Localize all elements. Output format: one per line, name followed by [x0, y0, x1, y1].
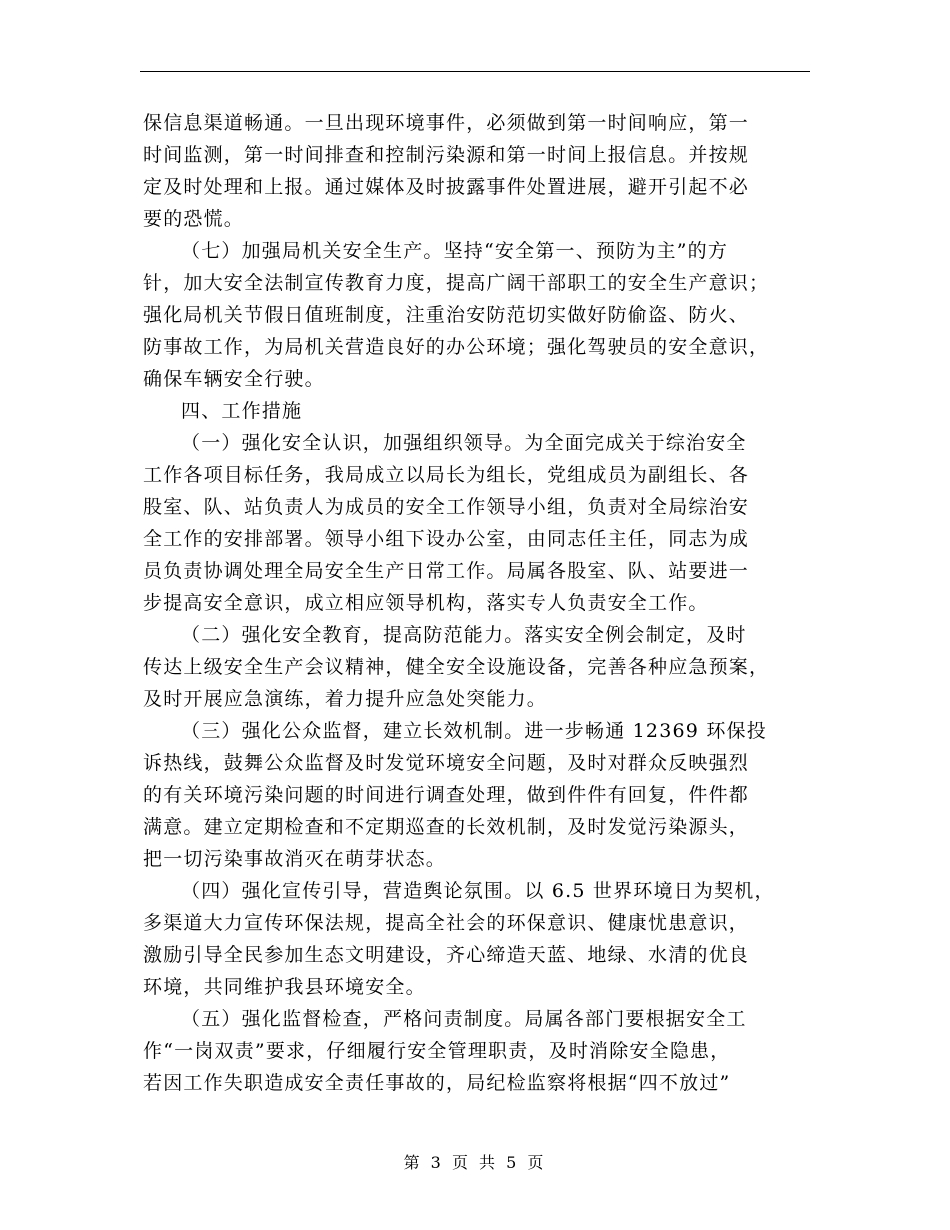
paragraph: [143, 427, 813, 619]
paragraph-line: 强化局机关节假日值班制度，注重治安防范切实做好防偷盗、防火、: [143, 304, 750, 326]
paragraph-line: 四、工作措施: [181, 400, 303, 422]
paragraph-line: 满意。建立定期检查和不定期巡查的长效机制，及时发觉污染源头，: [143, 816, 750, 838]
paragraph-line: （一）强化安全认识，加强组织领导。为全面完成关于综治安全: [181, 432, 747, 454]
paragraph-line: 环境，共同维护我县环境安全。: [143, 976, 426, 998]
paragraph-line: 传达上级安全生产会议精神，健全安全设施设备，完善各种应急预案，: [143, 656, 770, 678]
paragraph-line: 作“一岗双责”要求，仔细履行安全管理职责，及时消除安全隐患，: [143, 1040, 731, 1062]
paragraph-line: 时间监测，第一时间排查和控制污染源和第一时间上报信息。并按规: [143, 144, 750, 166]
paragraph-line: 及时开展应急演练，着力提升应急处突能力。: [143, 688, 548, 710]
paragraph-line: （四）强化宣传引导，营造舆论氛围。以 6.5 世界环境日为契机，: [181, 880, 775, 902]
paragraph-line: 防事故工作，为局机关营造良好的办公环境；强化驾驶员的安全意识，: [143, 336, 770, 358]
paragraph-line: （五）强化监督检查，严格问责制度。局属各部门要根据安全工: [181, 1008, 747, 1030]
paragraph-line: 员负责协调处理全局安全生产日常工作。局属各股室、队、站要进一: [143, 560, 750, 582]
paragraph-line: 股室、队、站负责人为成员的安全工作领导小组，负责对全局综治安: [143, 496, 750, 518]
paragraph: [143, 395, 813, 427]
paragraph-line: （二）强化安全教育，提高防范能力。落实安全例会制定，及时: [181, 624, 747, 646]
paragraph-line: 保信息渠道畅通。一旦出现环境事件，必须做到第一时间响应，第一: [143, 112, 750, 134]
paragraph-line: 多渠道大力宣传环保法规，提高全社会的环保意识、健康忧患意识，: [143, 912, 750, 934]
paragraph: [143, 1003, 813, 1099]
paragraph-line: 的有关环境污染问题的时间进行调查处理，做到件件有回复，件件都: [143, 784, 750, 806]
paragraph: [143, 875, 813, 1003]
header-rule: [140, 71, 810, 72]
paragraph-line: 要的恐慌。: [143, 208, 245, 230]
paragraph-line: （七）加强局机关安全生产。坚持“安全第一、预防为主”的方: [181, 240, 729, 262]
paragraph: [143, 107, 813, 235]
paragraph-line: 针，加大安全法制宣传教育力度，提高广阔干部职工的安全生产意识；: [143, 272, 770, 294]
document-body: [143, 107, 813, 1099]
paragraph-line: 全工作的安排部署。领导小组下设办公室，由同志任主任，同志为成: [143, 528, 750, 550]
page-footer: 第 3 页 共 5 页: [403, 1153, 547, 1172]
paragraph-line: （三）强化公众监督，建立长效机制。进一步畅通 12369 环保投: [181, 720, 767, 742]
paragraph: [143, 715, 813, 875]
paragraph: [143, 235, 813, 395]
paragraph-line: 确保车辆安全行驶。: [143, 368, 325, 390]
paragraph-line: 定及时处理和上报。通过媒体及时披露事件处置进展，避开引起不必: [143, 176, 750, 198]
paragraph-line: 把一切污染事故消灭在萌芽状态。: [143, 848, 447, 870]
paragraph-line: 若因工作失职造成安全责任事故的，局纪检监察将根据“四不放过”: [143, 1072, 731, 1094]
paragraph-line: 诉热线，鼓舞公众监督及时发觉环境安全问题，及时对群众反映强烈: [143, 752, 750, 774]
paragraph-line: 步提高安全意识，成立相应领导机构，落实专人负责安全工作。: [143, 592, 709, 614]
paragraph: [143, 619, 813, 715]
paragraph-line: 工作各项目标任务，我局成立以局长为组长，党组成员为副组长、各: [143, 464, 750, 486]
paragraph-line: 激励引导全民参加生态文明建设，齐心缔造天蓝、地绿、水清的优良: [143, 944, 750, 966]
